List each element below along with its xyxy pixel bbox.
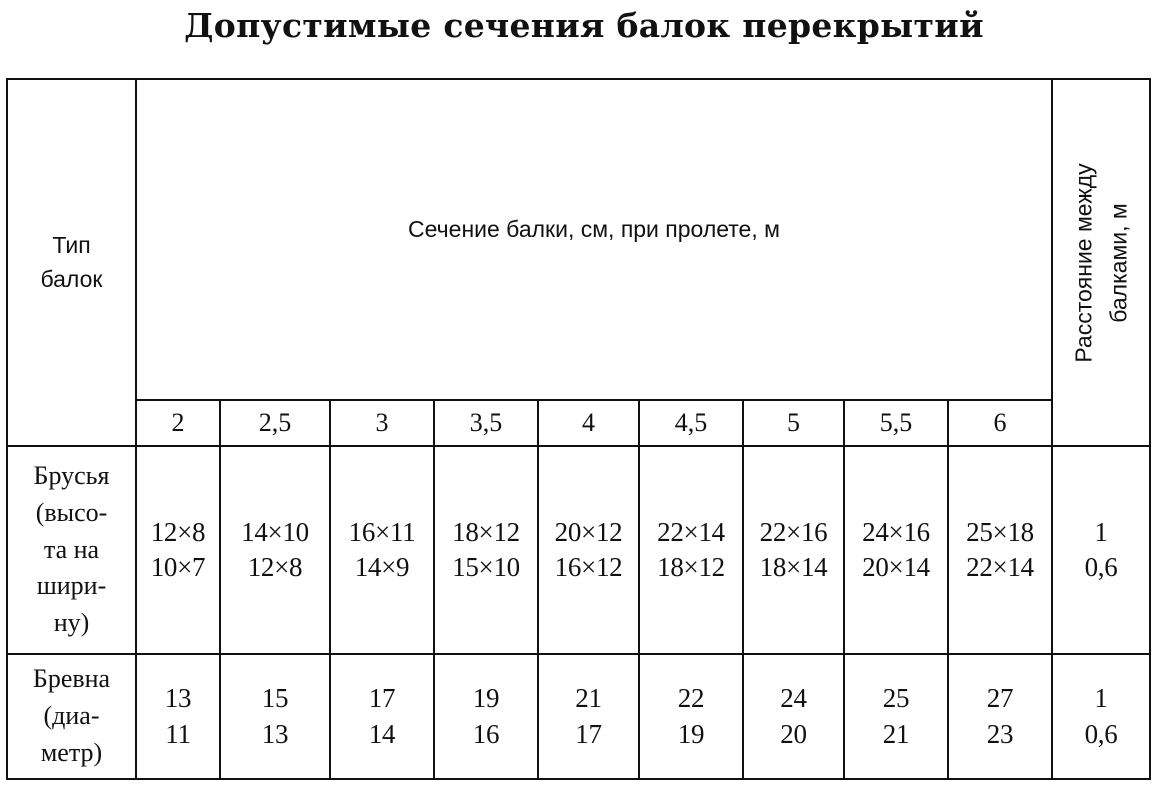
row-type-label: Бревна (диа- метр) (7, 654, 136, 779)
header-section-label: Сечение балки, см, при пролете, м (136, 79, 1052, 400)
table-cell: 22×16 18×14 (743, 446, 844, 654)
span-header: 3,5 (434, 400, 538, 446)
span-header: 4 (538, 400, 639, 446)
span-header: 2,5 (220, 400, 330, 446)
page-title: Допустимые сечения балок перекрытий (184, 6, 984, 45)
span-header: 5 (743, 400, 844, 446)
span-header: 3 (330, 400, 434, 446)
table-cell: 21 17 (538, 654, 639, 779)
table-cell: 16×11 14×9 (330, 446, 434, 654)
table-cell: 17 14 (330, 654, 434, 779)
table-cell: 12×8 10×7 (136, 446, 220, 654)
span-header-row (7, 400, 1150, 446)
table-cell: 24×16 20×14 (844, 446, 948, 654)
table-cell: 13 11 (136, 654, 220, 779)
table-cell: 25×18 22×14 (948, 446, 1052, 654)
table-row-timber (7, 446, 1150, 654)
distance-cell: 1 0,6 (1052, 654, 1150, 779)
table-cell: 22×14 18×12 (639, 446, 743, 654)
table-cell: 27 23 (948, 654, 1052, 779)
table-cell: 24 20 (743, 654, 844, 779)
table-cell: 20×12 16×12 (538, 446, 639, 654)
table-cell: 25 21 (844, 654, 948, 779)
table-cell: 18×12 15×10 (434, 446, 538, 654)
header-beam-type: Тип балок (7, 79, 136, 446)
span-header: 4,5 (639, 400, 743, 446)
header-beam-distance: Расстояние между балками, м (1052, 79, 1150, 446)
table-cell: 14×10 12×8 (220, 446, 330, 654)
table-cell: 22 19 (639, 654, 743, 779)
span-header: 5,5 (844, 400, 948, 446)
span-header: 2 (136, 400, 220, 446)
distance-cell: 1 0,6 (1052, 446, 1150, 654)
span-header: 6 (948, 400, 1052, 446)
row-type-label: Брусья (высо- та на шири- ну) (7, 446, 136, 654)
table-cell: 15 13 (220, 654, 330, 779)
table-row-logs (7, 654, 1150, 779)
beam-sections-table (6, 78, 1151, 780)
table-cell: 19 16 (434, 654, 538, 779)
